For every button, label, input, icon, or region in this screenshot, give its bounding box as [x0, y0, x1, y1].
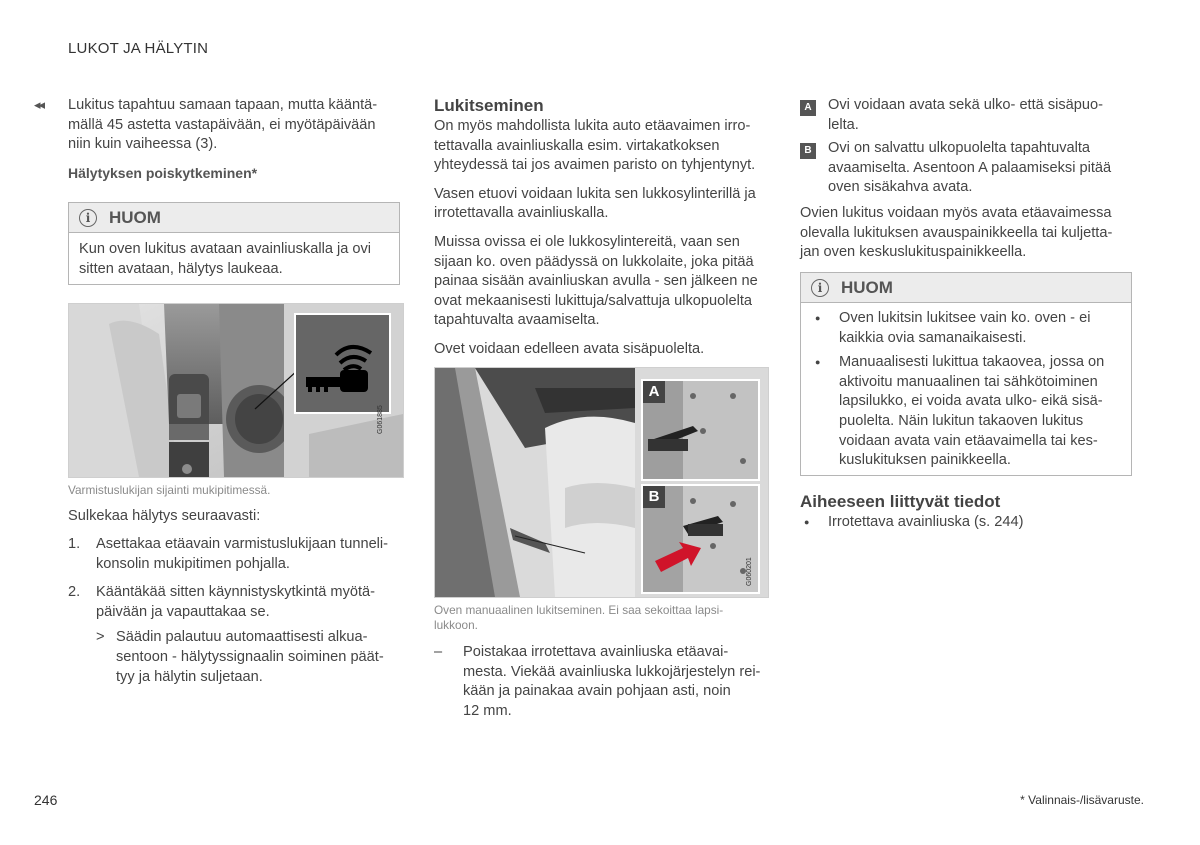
key-reader-inset [294, 313, 391, 414]
note-header [801, 273, 1131, 303]
legend-line: Ovi on salvattu ulkopuolelta tapahtuvalta [828, 140, 1091, 157]
related-link-item [800, 513, 1132, 533]
paragraph-line: tettavalla avainliuskalla esim. virtakatkoksen [434, 137, 720, 154]
bullet-line: aktivoitu manuaalinen tai sähkötoiminen [839, 373, 1098, 390]
instruction-line: kään ja painakaa avain pohjaan asti, noin [463, 683, 731, 700]
caption-line: Oven manuaalinen lukitseminen. Ei saa sekoittaa lapsi- [434, 603, 724, 617]
list-item [68, 535, 403, 574]
paragraph-line: irrotettavalla avainliuskalla. [434, 205, 609, 222]
locking-paragraphs [434, 117, 769, 360]
bullet-icon: ● [815, 313, 821, 323]
subheading-alarm-off: Hälytyksen poiskytkeminen* [68, 165, 258, 181]
note-text [801, 303, 1131, 479]
door-image-caption [434, 603, 769, 633]
intro-line: Lukitus tapahtuu samaan tapaan, mutta kääntä- [68, 97, 378, 113]
cupholder-reader-image [68, 303, 404, 478]
legend-label-b: B [800, 143, 816, 159]
bullet-line: lapsilukko, ei voida avata ulko- eikä sisä- [839, 393, 1103, 410]
paragraph-line: Vasen etuovi voidaan lukita sen lukkosylinterillä ja [434, 185, 756, 202]
result-line: Säädin palautuu automaattisesti alkua- [116, 629, 368, 646]
bullet-line: kaikkia ovia samanaikaisesti. [839, 329, 1027, 346]
label-a: A [643, 381, 665, 403]
note-line: Kun oven lukitus avataan avainliuskalla ja ovi [79, 241, 372, 257]
list-item [68, 583, 403, 622]
page-number: 246 [34, 792, 58, 808]
lead-text: Sulkekaa hälytys seuraavasti: [68, 508, 261, 524]
result-marker: > [96, 629, 105, 646]
bullet-icon: ● [804, 517, 810, 527]
note-header [69, 203, 399, 233]
instruction-line: Poistakaa irrotettava avainliuska etäavai- [463, 644, 729, 660]
label-b: B [643, 486, 665, 508]
note-box [800, 272, 1132, 476]
step-number: 2. [68, 584, 81, 601]
legend-line: Ovi voidaan avata sekä ulko- että sisäpuo- [828, 97, 1104, 113]
instruction-line: mesta. Viekää avainliuska lukkojärjestelyn rei- [463, 663, 761, 680]
note-box [68, 202, 400, 285]
steps-list [68, 535, 403, 687]
legend-label-a: A [800, 100, 816, 116]
result-line: sentoon - hälytyssignaalin soiminen päät- [116, 648, 384, 665]
paragraph-line: jan oven keskuslukituspainikkeella. [800, 244, 1027, 261]
note-label: HUOM [109, 207, 161, 227]
paragraph-line: ovat mekaanisesti lukittuja/salvattuja ulkopuolelta [434, 292, 752, 309]
section-heading-locking: Lukitseminen [434, 96, 544, 115]
instruction-line: 12 mm. [463, 702, 512, 719]
paragraph-line: painaa sisään avainliuskan avulla - sen jälkeen ne [434, 273, 758, 290]
intro-line: niin kuin vaiheessa (3). [68, 136, 218, 153]
step-line: Kääntäkää sitten käynnistyskytkintä myötä- [96, 584, 376, 601]
bullet-line: kuslukituksen painikkeella. [839, 452, 1011, 469]
image-code: G060201 [746, 557, 753, 586]
list-item [811, 309, 1121, 348]
bullet-icon: ● [815, 357, 821, 368]
paragraph-line: tapahtuvalta avaamiselta. [434, 312, 600, 329]
intro-paragraph [68, 96, 393, 155]
step-result [68, 628, 403, 687]
paragraph-line: Muissa ovissa ei ole lukkosylintereitä, vaan sen [434, 233, 740, 250]
intro-line: mällä 45 astetta vastapäivään, ei myötäpäivään [68, 116, 376, 133]
bullet-line: puolelta. Näin lukitun takaoven lukitus [839, 412, 1084, 429]
legend-item-a [800, 96, 1132, 135]
result-line: tyy ja hälytin suljetaan. [116, 668, 263, 685]
note-line: sitten avataan, hälytys laukeaa. [79, 260, 283, 277]
step-number: 1. [68, 536, 81, 552]
dash-marker: – [434, 644, 443, 660]
paragraph-line: olevalla lukituksen avauspainikkeella tai kuljetta- [800, 224, 1113, 241]
bullet-line: Manuaalisesti lukittua takaovea, jossa on [839, 354, 1105, 371]
paragraph-line: Ovet voidaan edelleen avata sisäpuolelta. [434, 340, 705, 357]
step-line: päivään ja vapauttakaa se. [96, 603, 270, 620]
note-label: HUOM [841, 277, 893, 297]
position-b-inset [641, 484, 760, 594]
bullet-line: Oven lukitsin lukitsee vain ko. oven - ei [839, 310, 1091, 326]
related-link[interactable]: Irrotettava avainliuska (s. 244) [828, 514, 1024, 530]
note-text [69, 233, 399, 287]
image-code: G061885 [377, 405, 384, 434]
footnote: * Valinnais-/lisävaruste. [1020, 793, 1144, 807]
info-icon: i [79, 209, 97, 227]
chapter-title: LUKOT JA HÄLYTIN [68, 40, 209, 57]
legend-line: oven sisäkahva avata. [828, 179, 973, 196]
door-lock-image [434, 367, 769, 598]
step-line: Asettakaa etäavain varmistuslukijaan tunneli- [96, 536, 389, 552]
paragraph-line: sijaan ko. oven päädyssä on lukkolaite, joka pitää [434, 253, 754, 270]
paragraph-line: yhteydessä tai jos avaimen paristo on tyhjentynyt. [434, 157, 756, 174]
related-heading: Aiheeseen liittyvät tiedot [800, 492, 1001, 511]
position-legend [800, 96, 1132, 263]
paragraph-line: Ovien lukitus voidaan myös avata etäavaimessa [800, 204, 1112, 221]
info-icon: i [811, 279, 829, 297]
dash-instruction [434, 643, 774, 721]
position-a-inset [641, 379, 760, 481]
continued-marker: ◂◂ [34, 97, 44, 112]
list-item [811, 353, 1121, 471]
image-caption: Varmistuslukijan sijainti mukipitimessä. [68, 483, 271, 497]
legend-line: avaamiselta. Asentoon A palaamiseksi pitää [828, 159, 1112, 176]
legend-item-b [800, 139, 1132, 198]
caption-line: lukkoon. [434, 618, 478, 632]
bullet-line: voidaan avata vain etäavaimella tai kes- [839, 432, 1098, 449]
step-line: konsolin mukipitimen pohjalla. [96, 555, 290, 572]
paragraph-line: On myös mahdollista lukita auto etäavaimen irro- [434, 118, 751, 134]
legend-line: lelta. [828, 116, 859, 133]
key-signal-icon [296, 315, 389, 412]
